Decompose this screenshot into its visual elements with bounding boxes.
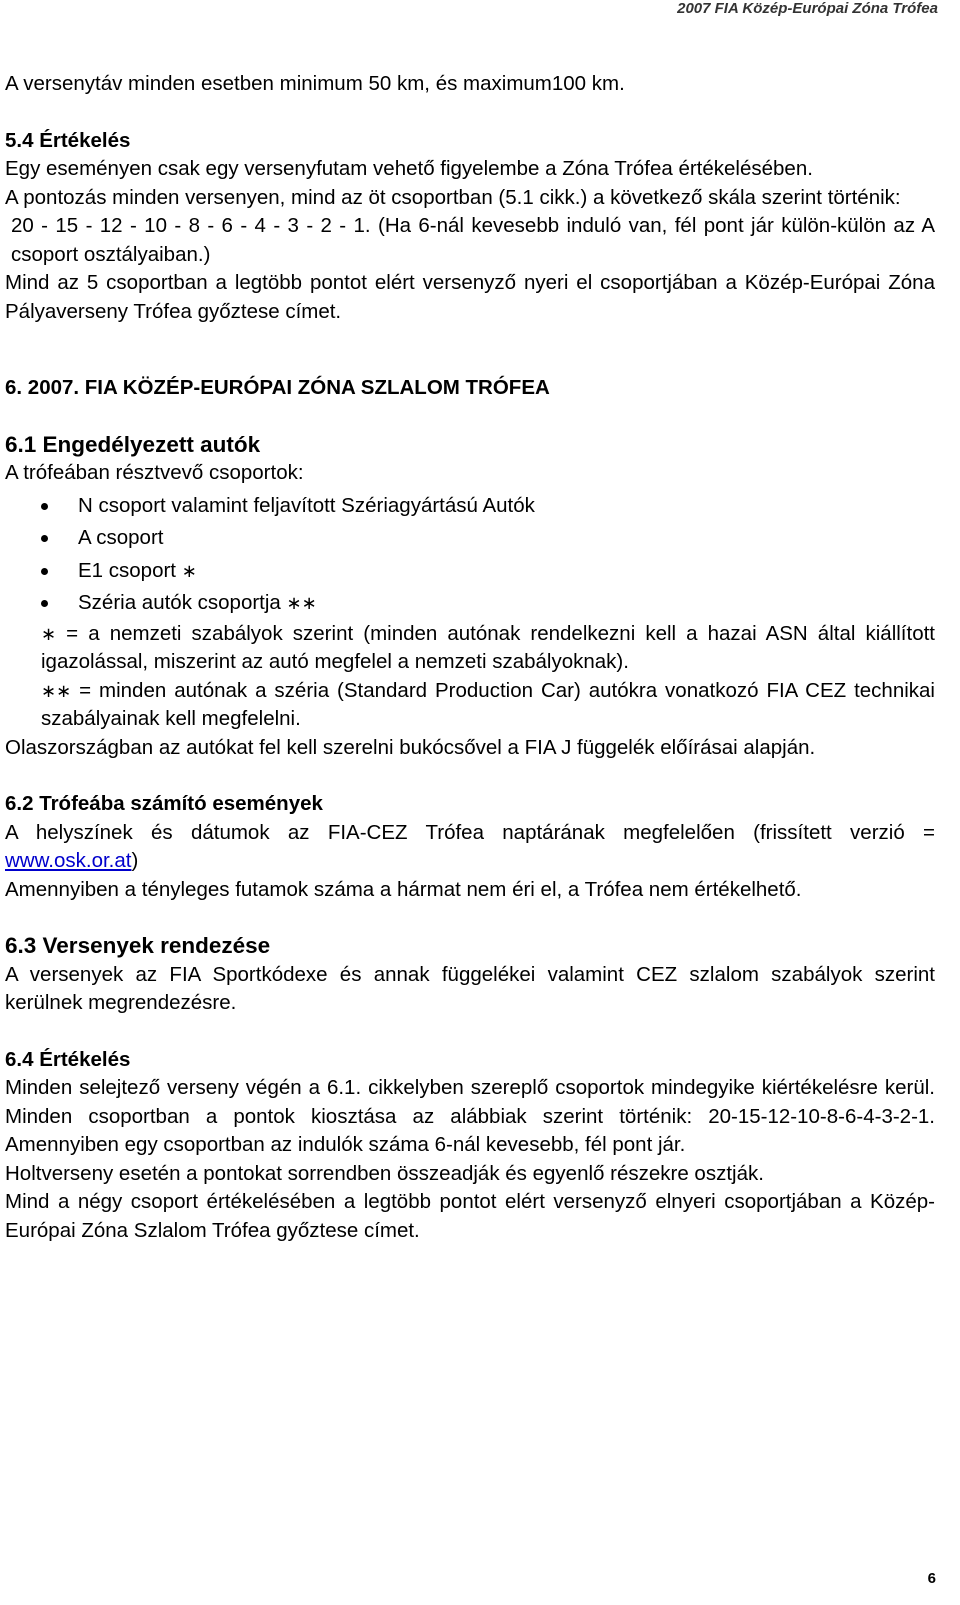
section-heading-6-2: 6.2 Trófeába számító események: [5, 792, 323, 815]
bullet-icon: [41, 535, 48, 542]
paragraph: Egy eseményen csak egy versenyfutam vehető figyelembe a Zóna Trófea értékelésében.: [5, 157, 813, 180]
document-body: [5, 70, 935, 1245]
page-header: 2007 FIA Közép-Európai Zóna Trófea: [677, 0, 938, 17]
section-heading-6-4: 6.4 Értékelés: [5, 1047, 131, 1071]
chapter-heading-6: 6. 2007. FIA KÖZÉP-EURÓPAI ZÓNA SZLALOM TRÓFEA: [5, 376, 550, 399]
asterisk-mark: ∗∗: [286, 593, 317, 613]
paragraph: A versenyek az FIA Sportkódexe és annak függelékei valamint CEZ szlalom szabályok szerint kerülnek megrendezésre.: [5, 962, 935, 1014]
asterisk-mark: ∗∗: [41, 680, 72, 701]
paragraph: A pontozás minden versenyen, mind az öt csoportban (5.1 cikk.) a következő skála szerint történik:: [5, 185, 901, 209]
section-heading-6-1: 6.1 Engedélyezett autók: [5, 431, 261, 457]
osk-link[interactable]: www.osk.or.at: [5, 849, 132, 872]
paragraph: Mind a négy csoport értékelésében a legtöbb pontot elért versenyző elnyeri csoportjában a Közép-Európai Zóna Szlalom Trófea győztese címet.: [5, 1190, 935, 1242]
paragraph: Holtverseny esetén a pontokat sorrendben összeadják és egyenlő részekre osztják.: [5, 1161, 764, 1185]
section-heading-5-4: 5.4 Értékelés: [5, 128, 131, 152]
footnote-text: = minden autónak a széria (Standard Production Car) autókra vonatkozó FIA CEZ technikai szabályainak kell megfelelni.: [41, 678, 935, 730]
list-item: [5, 522, 935, 555]
group-list: [5, 490, 935, 620]
footnote-text: = a nemzeti szabályok szerint (minden autónak rendelkezni kell a hazai ASN által kiállított igazolással, miszerint az autó megfelel a nemzeti szabályoknak).: [41, 621, 935, 673]
page-number: 6: [927, 1570, 936, 1587]
list-item: [5, 490, 935, 523]
paragraph: Olaszországban az autókat fel kell szerelni bukócsővel a FIA J függelék előírásai alapján.: [5, 735, 816, 759]
list-item-label: Széria autók csoportja: [78, 591, 281, 614]
section-heading-6-3: 6.3 Versenyek rendezése: [5, 933, 271, 958]
footnote-single: [5, 620, 935, 677]
bullet-icon: [41, 503, 48, 510]
paragraph: Mind az 5 csoportban a legtöbb pontot elért versenyző nyeri el csoportjában a Közép-Európai Zóna Pályaverseny Trófea győztese címet.: [5, 271, 935, 323]
bullet-icon: [41, 568, 48, 575]
list-item-label: A csoport: [78, 526, 164, 549]
paragraph: A trófeában résztvevő csoportok:: [5, 461, 304, 484]
list-item: [5, 555, 935, 588]
paragraph: [5, 819, 935, 876]
intro-paragraph: A versenytáv minden esetben minimum 50 km, és maximum100 km.: [5, 72, 625, 95]
paragraph: Amennyiben a tényleges futamok száma a hármat nem éri el, a Trófea nem értékelhető.: [5, 877, 802, 901]
footnote-double: [5, 677, 935, 734]
paragraph: Minden selejtező verseny végén a 6.1. cikkelyben szereplő csoportok mindegyike kiértékelésre kerül. Minden csoportban a pontok kiosztása az alábbiak szerint történik: 20-15-12-10-8-6-4-3-2-1. Amennyiben egy csoportban az indulók száma 6-nál kevesebb, fél pont jár.: [5, 1076, 935, 1156]
asterisk-mark: ∗: [41, 623, 57, 644]
list-item: [5, 587, 935, 620]
text-span: A helyszínek és dátumok az FIA-CEZ Trófea naptárának megfelelően (frissített verzió =: [5, 820, 935, 844]
asterisk-mark: ∗: [181, 560, 197, 581]
list-item-label: E1 csoport: [78, 558, 176, 582]
text-span: ): [131, 849, 139, 872]
scoring-scale: 20 - 15 - 12 - 10 - 8 - 6 - 4 - 3 - 2 - 1. (Ha 6-nál kevesebb induló van, fél pont jár külön-külön az A csoport osztályaiban.): [11, 214, 935, 266]
list-item-label: N csoport valamint feljavított Szériagyártású Autók: [78, 493, 535, 517]
bullet-icon: [41, 600, 48, 607]
